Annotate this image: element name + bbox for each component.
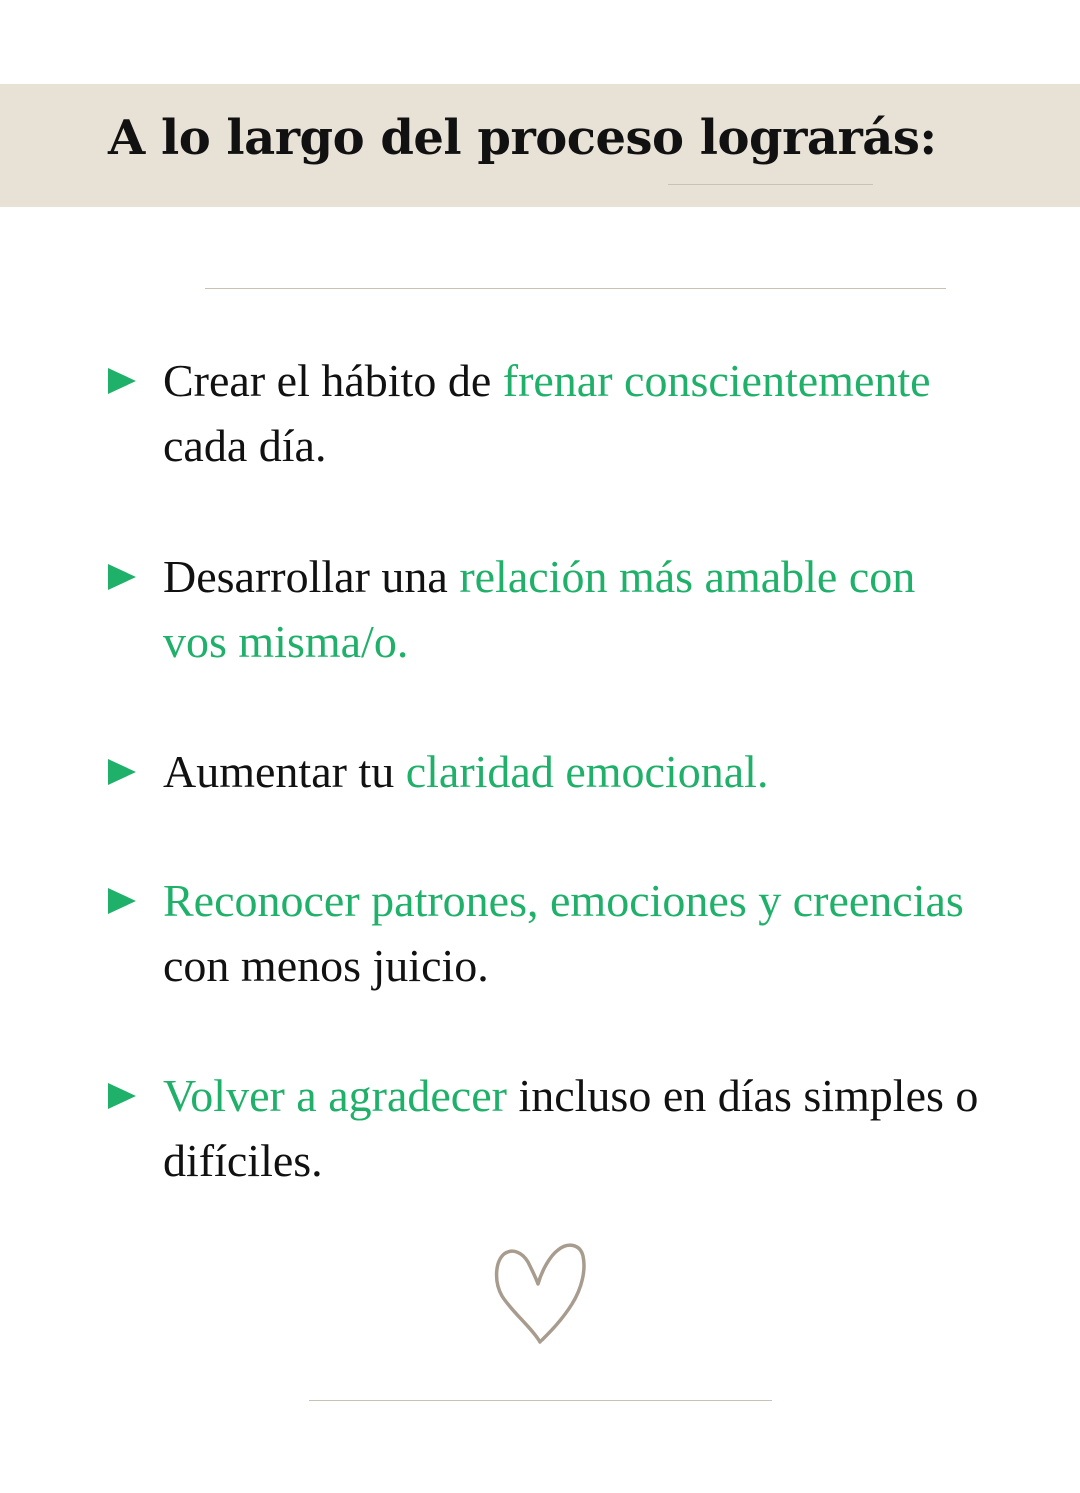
benefit-text-part: Desarrollar una	[163, 551, 460, 602]
benefit-text	[163, 1063, 988, 1193]
benefit-highlight: frenar conscientemente	[502, 355, 931, 406]
benefit-text	[163, 544, 988, 674]
top-divider	[205, 288, 946, 289]
benefit-text-part: Crear el hábito de	[163, 355, 503, 406]
triangle-bullet-icon	[108, 564, 136, 590]
triangle-bullet-icon	[108, 888, 136, 914]
bottom-divider	[309, 1400, 772, 1401]
benefit-text-part: incluso en días simples o difíciles.	[163, 1070, 979, 1186]
benefit-text	[163, 739, 988, 804]
benefit-text-part: con menos juicio.	[163, 940, 489, 991]
benefit-item-2	[108, 544, 988, 674]
heart-outline-icon	[492, 1240, 588, 1346]
triangle-bullet-icon	[108, 1083, 136, 1109]
triangle-bullet-icon	[108, 368, 136, 394]
benefit-highlight: Volver a agradecer	[163, 1070, 507, 1121]
benefit-item-3	[108, 739, 988, 804]
benefit-item-4	[108, 868, 988, 998]
benefit-highlight: relación más amable con vos misma/o.	[163, 551, 916, 667]
benefit-text	[163, 868, 988, 998]
benefit-text	[163, 348, 988, 478]
benefit-text-part: Aumentar tu	[163, 746, 406, 797]
triangle-bullet-icon	[108, 759, 136, 785]
benefit-item-1	[108, 348, 988, 478]
benefit-item-5	[108, 1063, 988, 1193]
page-title: A lo largo del proceso lograrás:	[108, 110, 937, 166]
title-underline	[668, 184, 873, 185]
benefit-highlight: Reconocer patrones, emociones y creencias	[163, 875, 964, 926]
benefit-text-part: cada día.	[163, 420, 327, 471]
benefit-highlight: claridad emocional.	[405, 746, 769, 797]
